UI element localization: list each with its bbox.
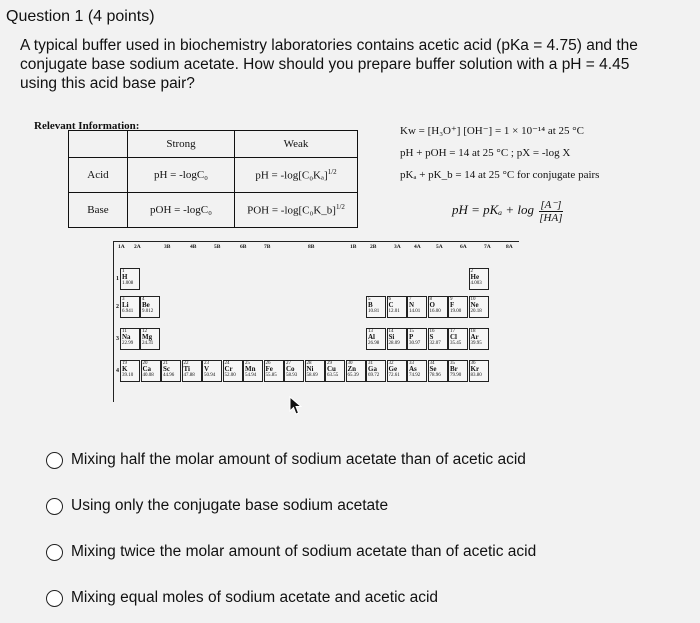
atomic-mass: 72.61 <box>388 373 400 378</box>
atomic-mass: 28.09 <box>388 341 400 346</box>
group-label: 2A <box>134 244 141 250</box>
atomic-number: 32 <box>388 361 394 366</box>
radio-button[interactable] <box>46 452 63 469</box>
group-label: 7A <box>484 244 491 250</box>
atomic-mass: 32.07 <box>429 341 441 346</box>
element-symbol: O <box>429 301 435 309</box>
element-symbol: F <box>450 301 455 309</box>
element-cell <box>407 296 427 318</box>
atomic-mass: 63.55 <box>327 373 339 378</box>
element-cell <box>141 360 161 382</box>
group-label: 2B <box>370 244 377 250</box>
atomic-mass: 30.97 <box>409 341 421 346</box>
element-symbol: Mn <box>245 365 256 373</box>
atomic-number: 3 <box>122 297 125 302</box>
element-symbol: K <box>122 365 128 373</box>
element-symbol: Ar <box>470 333 479 341</box>
atomic-mass: 22.99 <box>122 341 134 346</box>
group-label: 4B <box>190 244 197 250</box>
atomic-number: 2 <box>470 269 473 274</box>
element-cell <box>428 360 448 382</box>
atomic-number: 9 <box>450 297 453 302</box>
atomic-number: 26 <box>265 361 271 366</box>
base-label: Base <box>69 193 128 228</box>
strong-base-formula: pOH = -logC₀ <box>128 193 235 228</box>
atomic-mass: 16.00 <box>429 309 441 314</box>
atomic-number: 8 <box>429 297 432 302</box>
atomic-mass: 24.31 <box>142 341 154 346</box>
period-label: 4 <box>116 368 119 374</box>
element-symbol: Mg <box>142 333 153 341</box>
element-cell <box>469 328 489 350</box>
atomic-mass: 10.81 <box>368 309 380 314</box>
atomic-mass: 26.98 <box>368 341 380 346</box>
element-cell <box>346 360 366 382</box>
atomic-number: 5 <box>368 297 371 302</box>
atomic-mass: 52.00 <box>224 373 236 378</box>
element-cell <box>428 296 448 318</box>
atomic-number: 25 <box>245 361 250 366</box>
atomic-mass: 74.92 <box>409 373 421 378</box>
element-cell <box>469 296 489 318</box>
element-symbol: V <box>204 365 210 373</box>
mouse-cursor-icon <box>288 396 304 416</box>
element-symbol: Na <box>122 333 131 341</box>
element-cell <box>366 360 386 382</box>
option-only-base[interactable] <box>46 497 388 515</box>
element-symbol: S <box>429 333 434 341</box>
element-symbol: Si <box>388 333 395 341</box>
group-label: 8B <box>308 244 315 250</box>
atomic-mass: 65.39 <box>347 373 359 378</box>
atomic-mass: 44.96 <box>163 373 175 378</box>
element-symbol: Cl <box>450 333 457 341</box>
atomic-number: 24 <box>224 361 230 366</box>
group-label: 3A <box>394 244 401 250</box>
atomic-mass: 40.08 <box>142 373 154 378</box>
strong-header: Strong <box>128 131 235 158</box>
option-label: Mixing half the molar amount of sodium acetate than of acetic acid <box>71 451 526 468</box>
element-cell <box>387 296 407 318</box>
element-symbol: Zn <box>347 365 357 373</box>
atomic-number: 31 <box>368 361 373 366</box>
element-cell <box>243 360 263 382</box>
atomic-mass: 50.94 <box>204 373 216 378</box>
period-label: 2 <box>116 304 119 310</box>
option-label: Using only the conjugate base sodium acetate <box>71 497 389 514</box>
atomic-number: 11 <box>122 329 127 334</box>
element-symbol: P <box>409 333 414 341</box>
atomic-number: 21 <box>163 361 168 366</box>
element-symbol: He <box>470 273 480 281</box>
element-symbol: N <box>409 301 415 309</box>
element-cell <box>140 296 160 318</box>
ph-poh-formula: pH + pOH = 14 at 25 °C ; pX = -log X <box>400 147 571 159</box>
element-cell <box>469 360 489 382</box>
atomic-mass: 69.72 <box>368 373 380 378</box>
atomic-number: 14 <box>388 329 394 334</box>
atomic-mass: 79.90 <box>450 373 462 378</box>
element-symbol: C <box>388 301 394 309</box>
option-equal-moles[interactable] <box>46 589 438 607</box>
element-cell <box>387 328 407 350</box>
group-label: 3B <box>164 244 171 250</box>
element-symbol: Fe <box>265 365 273 373</box>
atomic-number: 34 <box>429 361 435 366</box>
element-symbol: Ge <box>388 365 398 373</box>
group-label: 1A <box>118 244 125 250</box>
group-label: 5A <box>436 244 443 250</box>
element-cell <box>120 360 140 382</box>
atomic-number: 33 <box>409 361 414 366</box>
radio-button[interactable] <box>46 590 63 607</box>
atomic-mass: 6.941 <box>122 309 134 314</box>
atomic-number: 19 <box>122 361 127 366</box>
atomic-number: 4 <box>142 297 145 302</box>
atomic-mass: 39.10 <box>122 373 134 378</box>
atomic-mass: 78.96 <box>429 373 441 378</box>
element-cell <box>407 360 427 382</box>
element-cell <box>140 328 160 350</box>
element-cell <box>366 328 386 350</box>
element-symbol: Ni <box>306 365 314 373</box>
atomic-mass: 83.80 <box>470 373 482 378</box>
atomic-mass: 47.88 <box>183 373 195 378</box>
element-cell <box>305 360 325 382</box>
atomic-number: 27 <box>286 361 291 366</box>
kw-formula: Kw = [H₃O⁺] [OH⁻] = 1 × 10⁻¹⁴ at 25 °C <box>400 125 584 137</box>
strong-acid-formula: pH = -logC₀ <box>128 158 235 193</box>
element-cell <box>182 360 202 382</box>
henderson-hasselbalch-formula: pH = pKₐ + log $\frac{[A^-]}{[HA]}$ <box>452 199 563 224</box>
atomic-mass: 1.008 <box>122 281 134 286</box>
periodic-table <box>113 241 519 402</box>
element-cell <box>448 296 468 318</box>
element-cell <box>120 296 140 318</box>
element-symbol: Ca <box>142 365 152 373</box>
atomic-mass: 54.94 <box>245 373 257 378</box>
element-symbol: Ne <box>470 301 479 309</box>
group-label: 6B <box>240 244 247 250</box>
pka-pkb-formula: pKₐ + pK_b = 14 at 25 °C for conjugate pairs <box>400 169 600 181</box>
atomic-number: 29 <box>327 361 332 366</box>
atomic-mass: 39.95 <box>470 341 482 346</box>
element-symbol: Al <box>368 333 375 341</box>
weak-acid-formula: pH = $-\log[C_0K_a]^{1/2}$ <box>235 158 358 193</box>
atomic-number: 17 <box>450 329 455 334</box>
atomic-number: 36 <box>470 361 476 366</box>
element-symbol: Ti <box>183 365 190 373</box>
option-label: Mixing twice the molar amount of sodium acetate than of acetic acid <box>71 543 537 560</box>
element-cell <box>223 360 243 382</box>
element-symbol: Cu <box>327 365 336 373</box>
element-symbol: Cr <box>224 365 233 373</box>
element-cell <box>120 328 140 350</box>
element-cell <box>387 360 407 382</box>
element-cell <box>448 360 468 382</box>
element-symbol: H <box>122 273 128 281</box>
atomic-mass: 20.18 <box>470 309 482 314</box>
atomic-number: 22 <box>183 361 189 366</box>
formula-table <box>68 130 358 228</box>
element-cell <box>325 360 345 382</box>
element-cell <box>469 268 489 290</box>
atomic-number: 1 <box>122 269 125 274</box>
atomic-number: 23 <box>204 361 209 366</box>
atomic-mass: 55.85 <box>265 373 277 378</box>
group-label: 1B <box>350 244 357 250</box>
element-cell <box>448 328 468 350</box>
atomic-number: 20 <box>142 361 148 366</box>
atomic-mass: 14.01 <box>409 309 421 314</box>
element-symbol: Sc <box>163 365 170 373</box>
element-cell <box>407 328 427 350</box>
atomic-number: 15 <box>409 329 414 334</box>
element-cell <box>366 296 386 318</box>
option-label: Mixing equal moles of sodium acetate and acetic acid <box>71 589 439 606</box>
group-label: 8A <box>506 244 513 250</box>
question-title: Question 1 (4 points) <box>6 8 155 25</box>
element-symbol: Kr <box>470 365 480 373</box>
atomic-number: 12 <box>142 329 147 334</box>
option-twice-molar[interactable] <box>46 543 536 561</box>
period-label: 3 <box>116 336 119 342</box>
element-symbol: Br <box>450 365 458 373</box>
element-symbol: Li <box>122 301 129 309</box>
atomic-mass: 58.69 <box>306 373 318 378</box>
atomic-number: 13 <box>368 329 373 334</box>
element-symbol: Ga <box>368 365 377 373</box>
weak-header: Weak <box>235 131 358 158</box>
atomic-number: 6 <box>388 297 391 302</box>
atomic-number: 18 <box>470 329 476 334</box>
atomic-number: 28 <box>306 361 312 366</box>
group-label: 6A <box>460 244 467 250</box>
element-symbol: B <box>368 301 373 309</box>
atomic-number: 35 <box>450 361 455 366</box>
element-cell <box>264 360 284 382</box>
element-symbol: Co <box>286 365 295 373</box>
element-cell <box>428 328 448 350</box>
acid-label: Acid <box>69 158 128 193</box>
atomic-mass: 4.003 <box>470 281 482 286</box>
group-label: 5B <box>214 244 221 250</box>
question-text: A typical buffer used in biochemistry laboratories contains acetic acid (pKa = 4.75) and the conjugate base sodium acetate. How should you prepare buffer solution with a pH = 4.45 using this acid base pair? <box>20 37 638 92</box>
atomic-number: 10 <box>470 297 476 302</box>
element-cell <box>120 268 140 290</box>
element-cell <box>202 360 222 382</box>
atomic-mass: 9.012 <box>142 309 154 314</box>
period-label: 1 <box>116 276 119 282</box>
element-cell <box>284 360 304 382</box>
group-label: 7B <box>264 244 271 250</box>
radio-button[interactable] <box>46 498 63 515</box>
option-half-molar[interactable] <box>46 451 526 469</box>
element-symbol: Be <box>142 301 150 309</box>
weak-base-formula: POH = -log[C₀K_b]$^{1/2}$ <box>235 193 358 228</box>
atomic-mass: 35.45 <box>450 341 462 346</box>
radio-button[interactable] <box>46 544 63 561</box>
table-corner <box>69 131 128 158</box>
atomic-mass: 19.00 <box>450 309 462 314</box>
element-cell <box>161 360 181 382</box>
group-label: 4A <box>414 244 421 250</box>
info-heading: Relevant Information: <box>34 120 140 132</box>
atomic-number: 30 <box>347 361 353 366</box>
element-symbol: Se <box>429 365 437 373</box>
atomic-mass: 12.01 <box>388 309 400 314</box>
element-symbol: As <box>409 365 417 373</box>
atomic-number: 16 <box>429 329 435 334</box>
atomic-number: 7 <box>409 297 412 302</box>
atomic-mass: 58.93 <box>286 373 298 378</box>
